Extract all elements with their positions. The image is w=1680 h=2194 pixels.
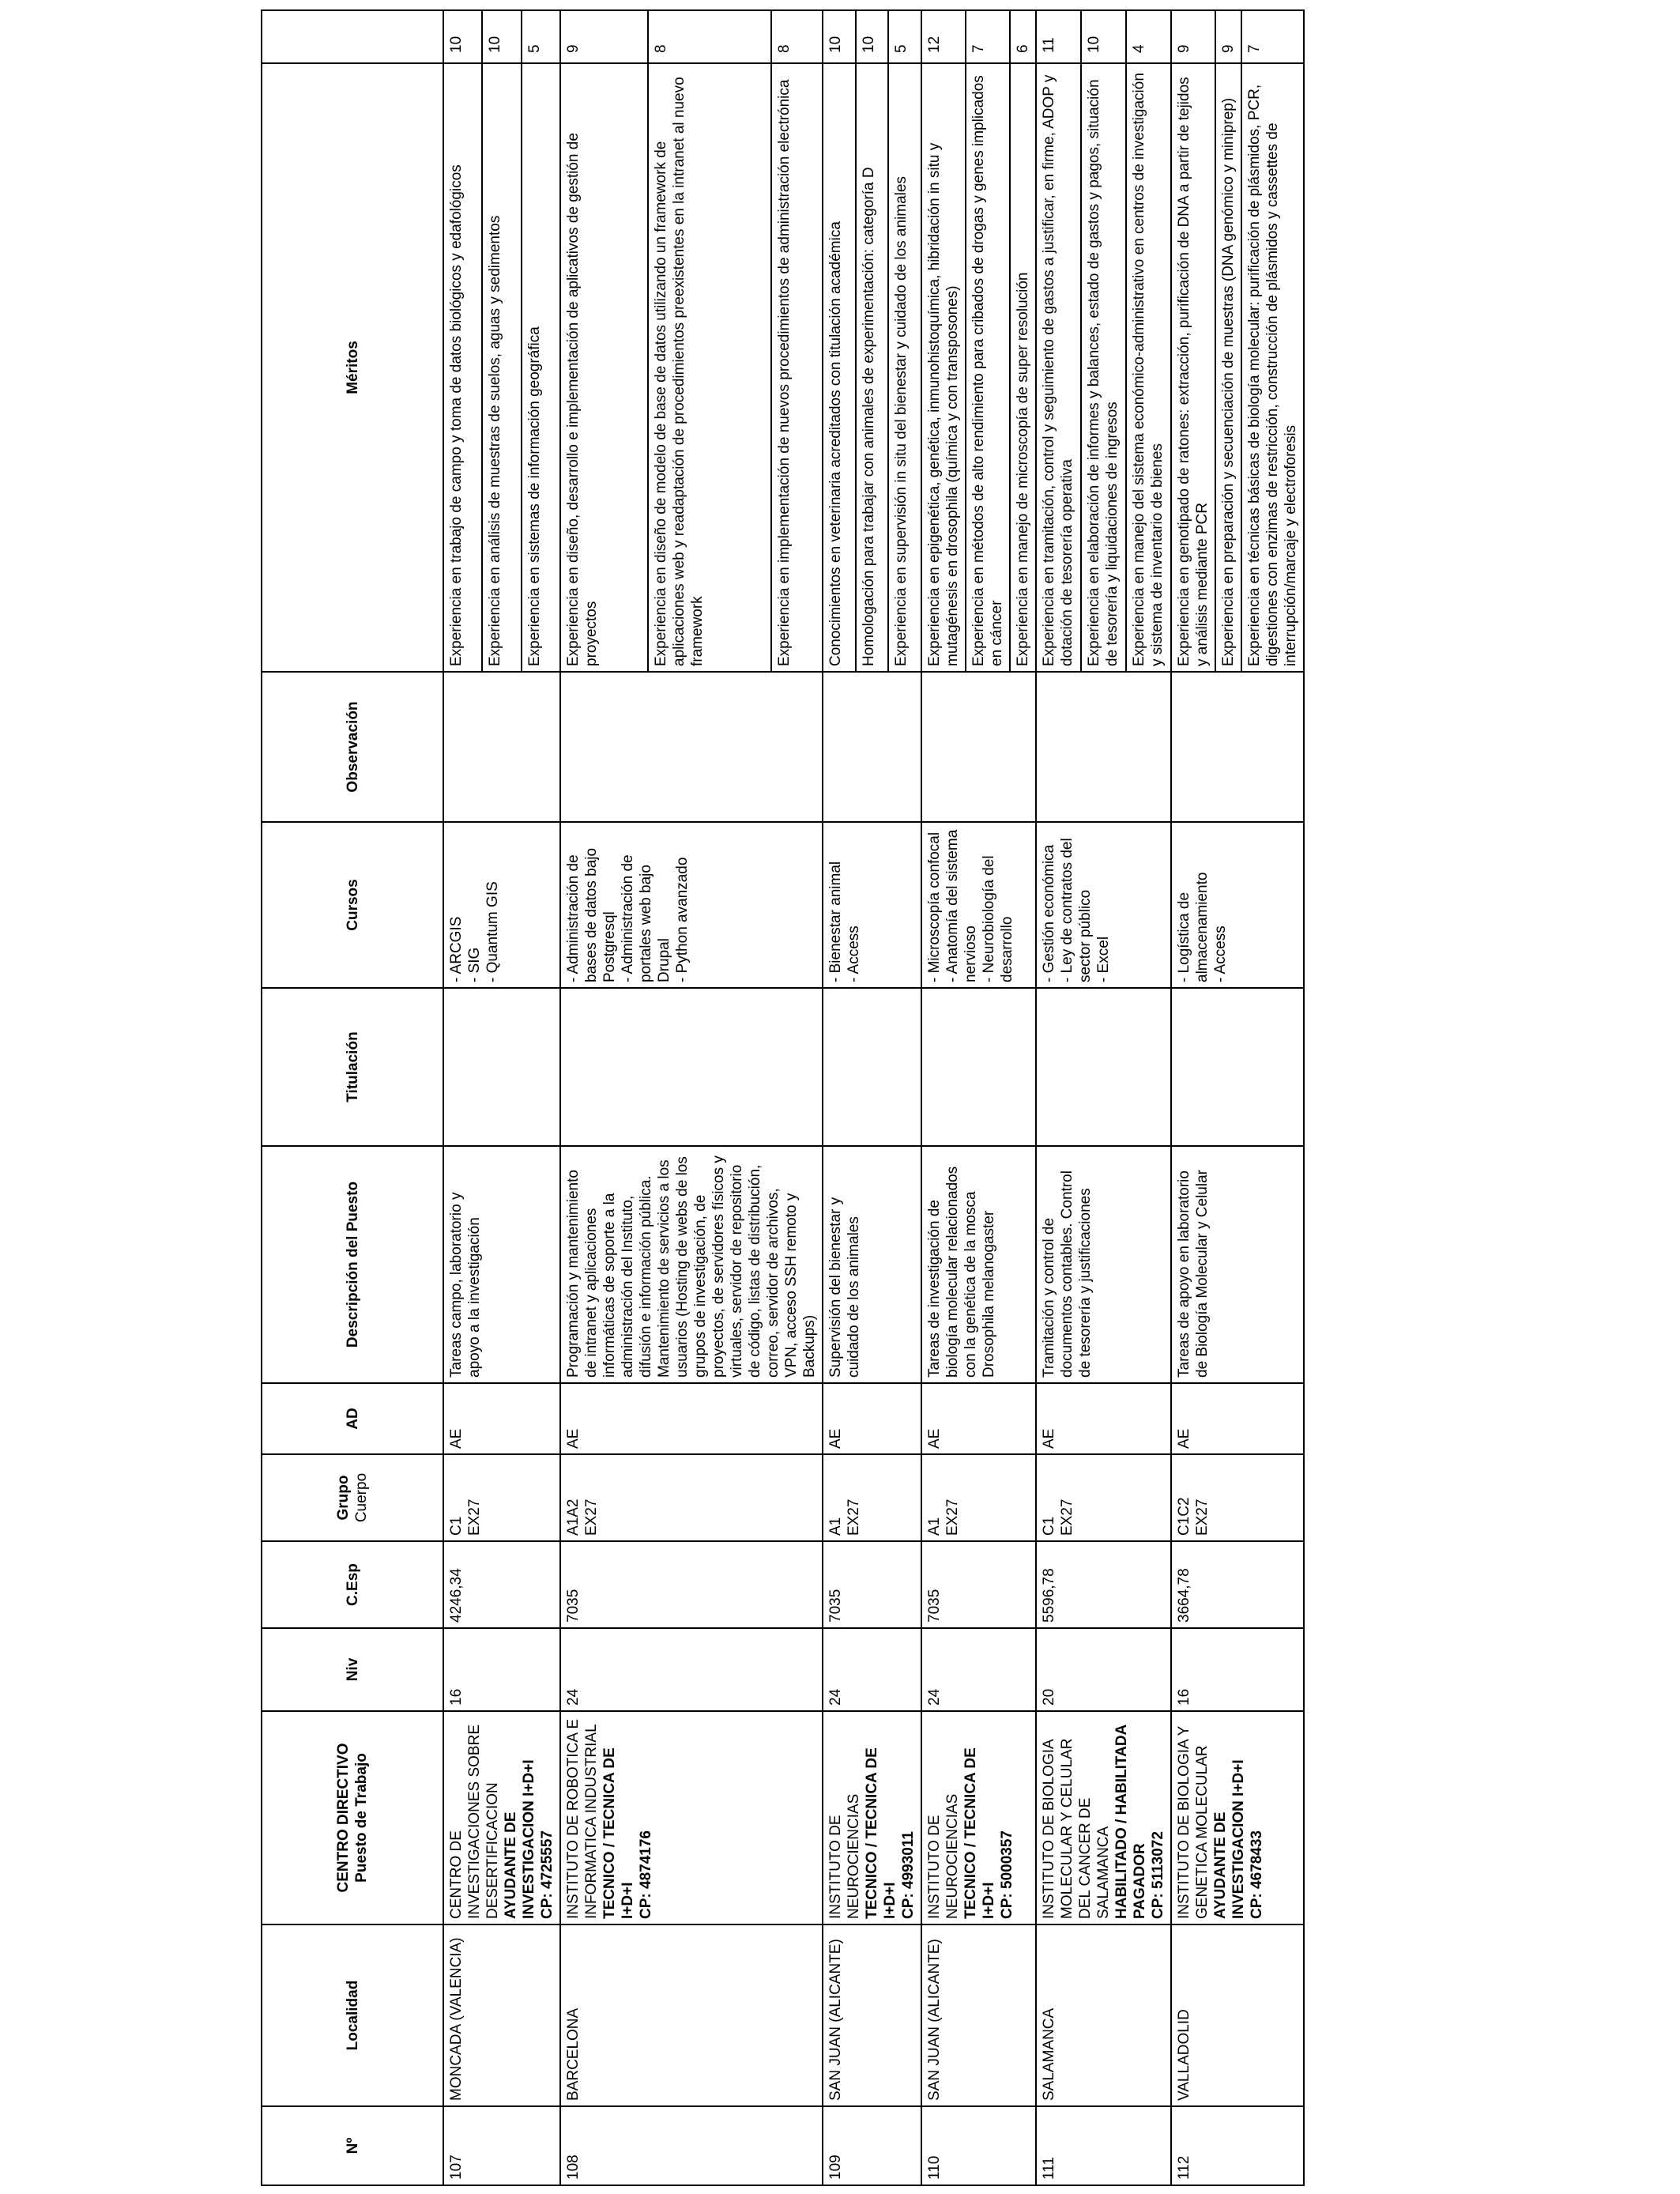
header-grupo bbox=[262, 1454, 443, 1541]
curso-item: - Gestión económica bbox=[1041, 844, 1057, 982]
merito-text: Experiencia en genotipado de ratones: extracción, purificación de DNA a partir de tejidos y análisis mediante PCR bbox=[1171, 63, 1215, 672]
merito-text: Conocimientos en veterinaria acreditados con titulación académica bbox=[823, 63, 856, 672]
row-descripcion: Tramitación y control de documentos contables. Control de tesorería y justificaciones bbox=[1036, 1146, 1171, 1383]
grupo-value: A1A2 bbox=[565, 1498, 582, 1536]
curso-item: - Python avanzado bbox=[674, 857, 691, 982]
cursos-list bbox=[827, 827, 863, 982]
row-localidad: SALAMANCA bbox=[1036, 1924, 1171, 2106]
merito-text: Experiencia en epigenética, genética, inmunohistoquímica, hibridación in situ y mutagénesis en drosophila (química y con transposones) bbox=[921, 63, 966, 672]
header-cuerpo-title: Cuerpo bbox=[353, 1472, 370, 1523]
row-grupo bbox=[560, 1454, 823, 1541]
merito-text: Experiencia en métodos de alto rendimiento para cribados de drogas y genes implicados en cáncer bbox=[966, 63, 1010, 672]
merito-text: Experiencia en técnicas básicas de biología molecular: purificación de plásmidos, PCR, digestiones con enzimas de restricción, construcción de plásmidos y cassettes de interrupción/marcaje y electroforesis bbox=[1241, 63, 1304, 672]
row-ad: AE bbox=[443, 1383, 560, 1454]
merito-score: 8 bbox=[648, 10, 771, 63]
table-row bbox=[443, 10, 482, 2185]
row-titulacion bbox=[560, 988, 823, 1146]
row-cursos bbox=[443, 822, 560, 988]
row-cesp: 7035 bbox=[921, 1541, 1036, 1628]
merito-score: 9 bbox=[1215, 10, 1241, 63]
row-niv: 16 bbox=[443, 1628, 560, 1711]
row-titulacion bbox=[1036, 988, 1171, 1146]
row-centro bbox=[560, 1711, 823, 1924]
grupo-value: A1 bbox=[926, 1517, 943, 1536]
row-ad: AE bbox=[921, 1383, 1036, 1454]
row-grupo bbox=[443, 1454, 560, 1541]
merito-score: 9 bbox=[1171, 10, 1215, 63]
table-row bbox=[823, 10, 856, 2185]
curso-item: - Logística de almacenamiento bbox=[1176, 872, 1211, 982]
merito-text: Experiencia en supervisión in situ del bienestar y cuidado de los animales bbox=[888, 63, 921, 672]
header-centro bbox=[262, 1711, 443, 1924]
job-table bbox=[261, 9, 1305, 2186]
row-ad: AE bbox=[1171, 1383, 1304, 1454]
curso-item: - Access bbox=[846, 925, 862, 982]
row-observacion bbox=[560, 672, 823, 822]
row-cesp: 3664,78 bbox=[1171, 1541, 1304, 1628]
merito-score: 7 bbox=[1241, 10, 1304, 63]
header-ad: AD bbox=[262, 1383, 443, 1454]
row-localidad: SAN JUAN (ALICANTE) bbox=[921, 1924, 1036, 2106]
puesto-name: TECNICO / TECNICA DE I+D+I bbox=[601, 1747, 636, 1919]
row-descripcion: Tareas de apoyo en laboratorio de Biología Molecular y Celular bbox=[1171, 1146, 1304, 1383]
row-titulacion bbox=[443, 988, 560, 1146]
curso-item: - Anatomía del sistema nervioso bbox=[944, 829, 979, 982]
puesto-name: TECNICO / TECNICA DE I+D+I bbox=[864, 1747, 898, 1919]
cp-code: CP: 4874176 bbox=[638, 1830, 654, 1919]
row-num: 112 bbox=[1171, 2106, 1304, 2185]
centro-name: INSTITUTO DE BIOLOGIA Y GENETICA MOLECULAR bbox=[1176, 1726, 1211, 1919]
merito-score: 12 bbox=[921, 10, 966, 63]
curso-item: - Ley de contratos del sector público bbox=[1059, 838, 1094, 982]
header-niv: Niv bbox=[262, 1628, 443, 1711]
row-cursos bbox=[823, 822, 921, 988]
cuerpo-value: EX27 bbox=[466, 1498, 483, 1536]
row-localidad: BARCELONA bbox=[560, 1924, 823, 2106]
row-cesp: 7035 bbox=[823, 1541, 921, 1628]
row-centro bbox=[1171, 1711, 1304, 1924]
merito-score: 10 bbox=[443, 10, 482, 63]
merito-score: 8 bbox=[771, 10, 823, 63]
merito-score: 9 bbox=[560, 10, 648, 63]
row-descripcion: Tareas de investigación de biología molecular relacionados con la genética de la mosca Drosophila melanogaster bbox=[921, 1146, 1036, 1383]
merito-text: Experiencia en análisis de muestras de suelos, aguas y sedimentos bbox=[482, 63, 521, 672]
puesto-name: HABILITADO / HABILITADA PAGADOR bbox=[1113, 1725, 1148, 1919]
curso-item: - Quantum GIS bbox=[484, 881, 501, 982]
row-niv: 24 bbox=[560, 1628, 823, 1711]
header-centro-title: CENTRO DIRECTIVO bbox=[335, 1743, 352, 1893]
table-body bbox=[443, 10, 1304, 2185]
curso-item: - Neurobiología del desarrollo bbox=[981, 855, 1015, 982]
merito-score: 6 bbox=[1010, 10, 1036, 63]
curso-item: - Administración de bases de datos bajo Postgresql bbox=[565, 847, 618, 982]
header-observacion: Observación bbox=[262, 672, 443, 822]
row-titulacion bbox=[1171, 988, 1304, 1146]
grupo-value: C1 bbox=[1041, 1516, 1057, 1536]
table-row bbox=[1171, 10, 1215, 2185]
row-cursos bbox=[1036, 822, 1171, 988]
merito-text: Experiencia en implementación de nuevos procedimientos de administración electrónica bbox=[771, 63, 823, 672]
row-observacion bbox=[921, 672, 1036, 822]
row-cursos bbox=[1171, 822, 1304, 988]
row-centro bbox=[921, 1711, 1036, 1924]
curso-item: - Microscopía confocal bbox=[926, 831, 943, 982]
row-localidad: VALLADOLID bbox=[1171, 1924, 1304, 2106]
merito-score: 10 bbox=[482, 10, 521, 63]
cuerpo-value: EX27 bbox=[846, 1498, 862, 1536]
merito-score: 10 bbox=[1081, 10, 1126, 63]
cuerpo-value: EX27 bbox=[583, 1498, 600, 1536]
row-grupo bbox=[1171, 1454, 1304, 1541]
curso-item: - SIG bbox=[466, 947, 483, 982]
cursos-list bbox=[1040, 827, 1113, 982]
curso-item: - Excel bbox=[1095, 936, 1112, 982]
centro-name: INSTITUTO DE NEUROCIENCIAS bbox=[926, 1793, 961, 1919]
merito-text: Experiencia en sistemas de información geográfica bbox=[522, 63, 560, 672]
merito-score: 4 bbox=[1126, 10, 1171, 63]
row-num: 111 bbox=[1036, 2106, 1171, 2185]
row-descripcion: Supervisión del bienestar y cuidado de los animales bbox=[823, 1146, 921, 1383]
grupo-value: C1C2 bbox=[1176, 1497, 1192, 1536]
row-cesp: 7035 bbox=[560, 1541, 823, 1628]
row-niv: 24 bbox=[823, 1628, 921, 1711]
row-num: 107 bbox=[443, 2106, 560, 2185]
merito-text: Experiencia en manejo de microscopía de super resolución bbox=[1010, 63, 1036, 672]
grupo-value: A1 bbox=[827, 1517, 844, 1536]
table-row bbox=[560, 10, 648, 2185]
merito-score: 10 bbox=[823, 10, 856, 63]
row-cesp: 5596,78 bbox=[1036, 1541, 1171, 1628]
cursos-list bbox=[564, 827, 691, 982]
cp-code: CP: 4725557 bbox=[539, 1830, 556, 1919]
row-observacion bbox=[1036, 672, 1171, 822]
cp-code: CP: 4993011 bbox=[900, 1831, 917, 1919]
merito-text: Experiencia en trabajo de campo y toma de datos biológicos y edafológicos bbox=[443, 63, 482, 672]
cp-code: CP: 5000357 bbox=[999, 1830, 1015, 1919]
table-row bbox=[1036, 10, 1081, 2185]
row-centro bbox=[1036, 1711, 1171, 1924]
merito-text: Experiencia en tramitación, control y seguimiento de gastos a justificar, en firme, ADOP y dotación de tesorería operativa bbox=[1036, 63, 1081, 672]
curso-item: - ARCGIS bbox=[448, 916, 465, 982]
header-titulacion: Titulación bbox=[262, 988, 443, 1146]
cursos-list bbox=[447, 827, 502, 982]
curso-item: - Access bbox=[1212, 925, 1229, 982]
merito-score: 10 bbox=[856, 10, 889, 63]
header-puesto-title: Puesto de Trabajo bbox=[353, 1753, 370, 1883]
row-centro bbox=[823, 1711, 921, 1924]
curso-item: - Administración de portales web bajo Drupal bbox=[620, 854, 672, 982]
row-observacion bbox=[1171, 672, 1304, 822]
puesto-name: TECNICO / TECNICA DE I+D+I bbox=[962, 1747, 997, 1919]
header-descripcion: Descripción del Puesto bbox=[262, 1146, 443, 1383]
merito-text: Experiencia en manejo del sistema económico-administrativo en centros de investigación y sistema de inventario de bienes bbox=[1126, 63, 1171, 672]
header-cursos: Cursos bbox=[262, 822, 443, 988]
cp-code: CP: 4678433 bbox=[1249, 1830, 1265, 1919]
centro-name: INSTITUTO DE ROBOTICA E INFORMATICA INDUSTRIAL bbox=[565, 1718, 600, 1919]
row-grupo bbox=[1036, 1454, 1171, 1541]
merito-text: Experiencia en diseño de modelo de base de datos utilizando un framework de aplicaciones web y readaptación de procedimientos preexistentes en la intranet al nuevo framework bbox=[648, 63, 771, 672]
row-observacion bbox=[443, 672, 560, 822]
row-titulacion bbox=[823, 988, 921, 1146]
row-num: 110 bbox=[921, 2106, 1036, 2185]
row-niv: 20 bbox=[1036, 1628, 1171, 1711]
row-grupo bbox=[823, 1454, 921, 1541]
centro-name: CENTRO DE INVESTIGACIONES SOBRE DESERTIFICACION bbox=[448, 1725, 501, 1919]
merito-text: Experiencia en preparación y secuenciación de muestras (DNA genómico y miniprep) bbox=[1215, 63, 1241, 672]
row-cursos bbox=[921, 822, 1036, 988]
row-localidad: MONCADA (VALENCIA) bbox=[443, 1924, 560, 2106]
row-grupo bbox=[921, 1454, 1036, 1541]
cp-code: CP: 5113072 bbox=[1150, 1831, 1166, 1919]
row-niv: 16 bbox=[1171, 1628, 1304, 1711]
puesto-name: AYUDANTE DE INVESTIGACION I+D+I bbox=[1212, 1759, 1247, 1919]
row-centro bbox=[443, 1711, 560, 1924]
merito-score: 5 bbox=[888, 10, 921, 63]
cuerpo-value: EX27 bbox=[944, 1498, 961, 1536]
header-localidad: Localidad bbox=[262, 1924, 443, 2106]
row-titulacion bbox=[921, 988, 1036, 1146]
row-niv: 24 bbox=[921, 1628, 1036, 1711]
curso-item: - Bienestar animal bbox=[827, 861, 844, 982]
row-cursos bbox=[560, 822, 823, 988]
header-num: Nº bbox=[262, 2106, 443, 2185]
merito-text: Homologación para trabajar con animales de experimentación: categoría D bbox=[856, 63, 889, 672]
row-descripcion: Tareas campo, laboratorio y apoyo a la investigación bbox=[443, 1146, 560, 1383]
cuerpo-value: EX27 bbox=[1194, 1498, 1211, 1536]
row-localidad: SAN JUAN (ALICANTE) bbox=[823, 1924, 921, 2106]
puesto-name: AYUDANTE DE INVESTIGACION I+D+I bbox=[503, 1759, 537, 1919]
row-observacion bbox=[823, 672, 921, 822]
header-cesp: C.Esp bbox=[262, 1541, 443, 1628]
cuerpo-value: EX27 bbox=[1059, 1498, 1075, 1536]
row-descripcion: Programación y mantenimiento de intranet y aplicaciones informáticas de soporte a la administración del Instituto, difusión e información pública. Mantenimiento de servicios a los usuarios (Hosting de webs de los grupos de investigación, de proyectos, de servidores físicos y virtuales, servidor de repositorio de código, listas de distribución, correo, servidor de archivos, VPN, acceso SSH remoto y Backups) bbox=[560, 1146, 823, 1383]
merito-score: 7 bbox=[966, 10, 1010, 63]
row-num: 108 bbox=[560, 2106, 823, 2185]
table-row bbox=[921, 10, 966, 2185]
header-grupo-title: Grupo bbox=[335, 1475, 352, 1521]
row-ad: AE bbox=[560, 1383, 823, 1454]
merito-score: 11 bbox=[1036, 10, 1081, 63]
header-score bbox=[262, 10, 443, 63]
centro-name: INSTITUTO DE BIOLOGIA MOLECULAR Y CELULAR DEL CANCER DE SALAMANCA bbox=[1041, 1738, 1112, 1919]
row-num: 109 bbox=[823, 2106, 921, 2185]
cursos-list bbox=[1175, 827, 1230, 982]
merito-text: Experiencia en elaboración de informes y balances, estado de gastos y pagos, situación de tesorería y liquidaciones de ingresos bbox=[1081, 63, 1126, 672]
row-cesp: 4246,34 bbox=[443, 1541, 560, 1628]
merito-score: 5 bbox=[522, 10, 560, 63]
centro-name: INSTITUTO DE NEUROCIENCIAS bbox=[827, 1793, 862, 1919]
merito-text: Experiencia en diseño, desarrollo e implementación de aplicativos de gestión de proyectos bbox=[560, 63, 648, 672]
grupo-value: C1 bbox=[448, 1516, 465, 1536]
cursos-list bbox=[925, 827, 1016, 982]
row-ad: AE bbox=[1036, 1383, 1171, 1454]
header-meritos: Méritos bbox=[262, 63, 443, 672]
row-ad: AE bbox=[823, 1383, 921, 1454]
header-row bbox=[262, 10, 443, 2185]
